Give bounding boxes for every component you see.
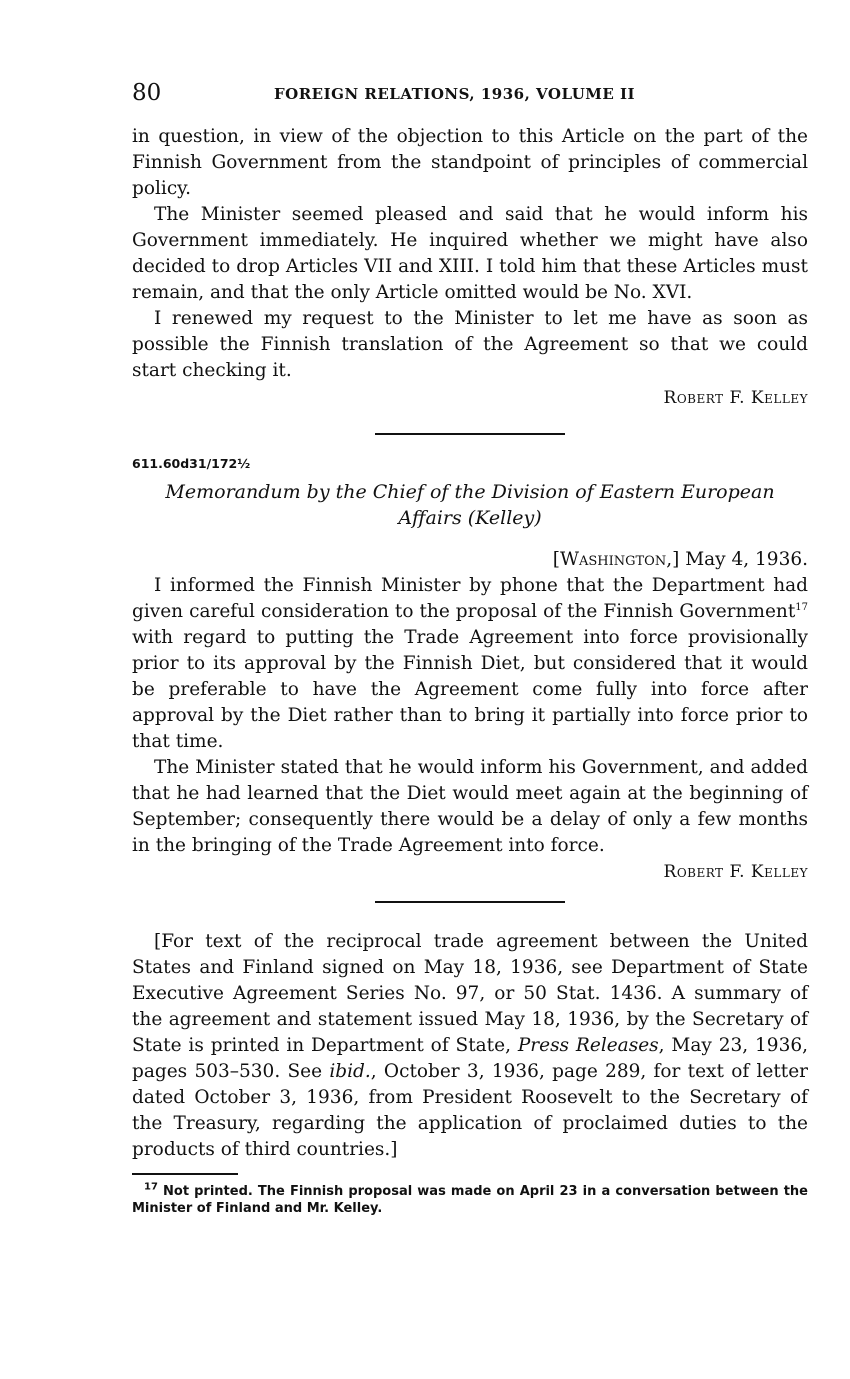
publication-title: Press Releases xyxy=(517,1035,659,1056)
section-divider xyxy=(375,433,565,435)
dateline-open: [ xyxy=(552,549,560,570)
footnote xyxy=(132,1183,808,1217)
footnote-text: Not printed. The Finnish proposal was made on April 23 in a conversation between the Minister of Finland and Mr. Kelley. xyxy=(132,1184,808,1216)
document-title-author: Kelley xyxy=(475,507,535,529)
editorial-note xyxy=(132,929,808,1163)
paragraph-text: I informed the Finnish Minister by phone that the Department had given careful consideration to the proposal of the Finnish Government xyxy=(132,575,808,622)
continuation-paragraph: in question, in view of the objection to this Article on the part of the Finnish Government from the standpoint of principles of commercial policy. xyxy=(132,126,808,199)
signature: Robert F. Kelley xyxy=(663,862,808,882)
running-head: FOREIGN RELATIONS, 1936, VOLUME II xyxy=(274,85,636,103)
document-title xyxy=(132,479,808,531)
page-number: 80 xyxy=(132,80,162,106)
editorial-note-text: [For text of the reciprocal trade agreement between the United States and Finland signed on May 18, 1936, see Department of State Executive Agreement Series No. 97, or 50 Stat. 1436. A summary of the agreement and statement issued May 18, 1936, by the Secretary of State is printed in Department of State, xyxy=(132,931,808,1056)
page-body xyxy=(132,124,808,1217)
dateline-date: ,] May 4, 1936. xyxy=(666,549,808,570)
dateline-place: Washington xyxy=(559,549,667,570)
paragraph-text: with regard to putting the Trade Agreement into force provisionally prior to its approval by the Finnish Diet, but considered that it would be preferable to have the Agreement come fully into force after approval by the Diet rather than to bring it partially into force prior to that time. xyxy=(132,627,808,752)
ibid-reference: ibid. xyxy=(329,1061,371,1082)
signature: Robert F. Kelley xyxy=(663,388,808,408)
body-paragraph: The Minister stated that he would inform his Government, and added that he had learned that the Diet would meet again at the beginning of September; consequently there would be a delay of only a few months in the bringing of the Trade Agreement into force. xyxy=(132,757,808,856)
document-title-text: Memorandum by the Chief of the Division of Eastern European Affairs ( xyxy=(165,481,775,529)
document-title-close: ) xyxy=(534,507,542,529)
editorial-note-text: , May 23, 1936, pages 503–530. See xyxy=(132,1035,808,1082)
body-paragraph: I renewed my request to the Minister to let me have as soon as possible the Finnish translation of the Agreement so that we could start checking it. xyxy=(132,308,808,381)
file-number: 611.60d31/172½ xyxy=(132,456,251,471)
body-paragraph: The Minister seemed pleased and said that he would inform his Government immediately. He inquired whether we might have also decided to drop Articles VII and XIII. I told him that these Articles must remain, and that the only Article omitted would be No. XVI. xyxy=(132,204,808,303)
footnote-divider xyxy=(132,1173,238,1175)
page-header xyxy=(132,78,808,112)
section-divider xyxy=(375,901,565,903)
dateline xyxy=(132,547,808,573)
footnote-number: 17 xyxy=(144,1181,158,1193)
editorial-note-text: , October 3, 1936, page 289, for text of letter dated October 3, 1936, from President Roosevelt to the Secretary of the Treasury, regarding the application of proclaimed duties to the products of third countries.] xyxy=(132,1061,808,1160)
body-paragraph xyxy=(132,573,808,755)
footnote-reference[interactable]: 17 xyxy=(795,601,808,613)
